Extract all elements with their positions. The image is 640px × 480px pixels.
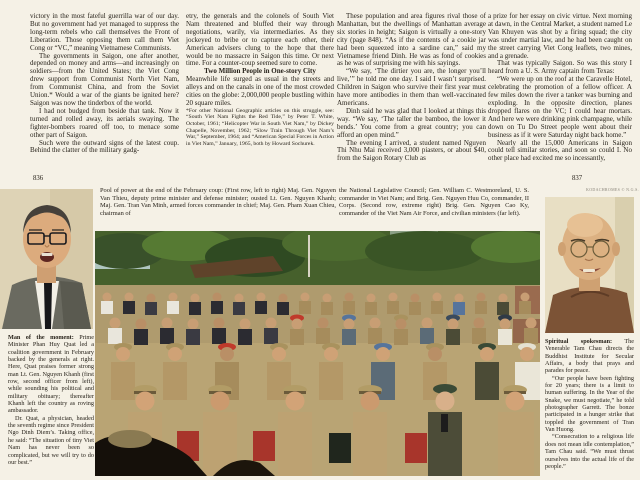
main-photo-generals bbox=[95, 231, 540, 476]
caption-paragraph bbox=[545, 338, 634, 375]
caption-man-of-moment bbox=[8, 334, 94, 466]
page-number-left: 836 bbox=[33, 175, 44, 182]
section-heading: Two Million People in One-story City bbox=[204, 67, 316, 76]
paragraph: The governments in Saigon, one after another, depended on money and arms—and increasingly on soldiers—from the United States; the Viet Cong drew support from Communist North Viet Nam, from Communist China, and from the Soviet Union.* Would a war of the giants be ignited here? Saigon was now the tinderbox of the world. bbox=[30, 51, 179, 107]
text-column-3 bbox=[337, 13, 486, 163]
photo-credit: KODACHROMES © N.G.S. bbox=[586, 187, 639, 192]
caption-paragraph: Dr. Quat, a physician, headed the seventh regime since President Ngo Dinh Diem’s. Taking office, he said: “The situation of tiny Viet Nam has never been so complicated, but we will try to do our best.” bbox=[8, 414, 94, 466]
caption-text: Prime Minister Phan Huy Quat led a coalition government in February backed by the generals at right. Here, Quat praises former strong man Lt. Gen. Nguyen Khanh (first row, second officer from left), while sounding his political and military obituary; thereafter Khanh left the country as roving ambassador. bbox=[8, 334, 94, 415]
portrait-right-illustration bbox=[545, 197, 634, 333]
caption-text: The Venerable Tam Chau directs the Buddhist Institute for Secular Affairs, a body that prays and parades for peace. bbox=[545, 338, 634, 375]
paragraph: Dinh said he was glad that I looked at things this way. “We say, ‘The taller the bamboo, the lower it bends.’ You come from a great country; you can afford an open mind.” bbox=[337, 106, 486, 139]
paragraph: etry, the generals and the colonels of South Viet Nam threatened and bluffed their way through negotiations, warily, via intermediaries. As they jockeyed to bribe or to capture each other, their American advisers clung to the hope that there would be no massacre in Saigon this time. Or next time. For a counter-coup seemed sure to come. bbox=[186, 12, 334, 68]
portrait-left-illustration bbox=[0, 189, 93, 329]
caption-lead: Pool of power bbox=[100, 187, 138, 194]
caption-paragraph bbox=[8, 334, 94, 415]
portrait-tam-chau bbox=[545, 197, 634, 333]
paragraph: a prize for her essay on civic virtue. Next morning at dawn, in the Central Market, a student named Le Van Khuyen was shot by a firing squad; the city was under martial law, and he had been caught on the street carrying Viet Cong leaflets, two mines, and a grenade. bbox=[488, 12, 632, 60]
paragraph: “We say, ‘The dirtier you are, the longer you’ll live,’” he told me one day. I said I wasn’t surprised. Children in Saigon who survive their first year must have more antibodies in them than well-vaccinated Americans. bbox=[337, 67, 486, 107]
paragraph: I had not budged from beside that tank. Now it turned and rolled away, its aerials swaying. The fighter-bombers roared off too, to menace some other part of Saigon. bbox=[30, 106, 179, 139]
paragraph: The evening I arrived, a student named Nguyen Thi Nhu Mai received 3,000 piasters, or about $40, from the Saigon Rotary Club as bbox=[337, 138, 486, 163]
paragraph: “We were up on the roof at the Caravelle Hotel, celebrating the promotion of a fellow officer. A few miles down the river a tanker was burning and exploding. In the opposite direction, planes dropped flares on the VC; I could hear mortars. And here we were drinking pink champagne, while down on Tu Do Street people went about their business as if it were Saturday night back home.” bbox=[488, 75, 632, 139]
main-photo-caption-right bbox=[339, 187, 529, 217]
caption-lead: Spiritual spokesman: bbox=[545, 338, 613, 345]
paragraph: These population and area figures rival those of Manhattan, but the dwellings of Manhattan average six stories in height; Saigon is virtually a one-story city (page 848). “As if the contents of a cookie jar had been squeezed into a sardine can,” said my Vietnamese friend Dinh. He was as fond of cookies as he was of surprising me with his sayings. bbox=[337, 12, 486, 68]
caption-spiritual-spokesman bbox=[545, 338, 634, 470]
text-column-4 bbox=[488, 13, 632, 163]
caption-text: the National Legislative Council; Gen. William C. Westmoreland, U. S. commander in Viet Nam; and Brig. Gen. Nguyen Huu Co, commander, II Corps. (Second row, extreme right) Brig. Gen. Nguyen Cao Ky, commander of the Viet Nam Air Force, and civilian ministers (far left). bbox=[339, 187, 529, 217]
text-column-2 bbox=[186, 13, 334, 147]
paragraph: Nearly all the 15,000 Americans in Saigon could tell similar stories, and soon so could I. No other place had excited me so incessantly, bbox=[488, 138, 632, 163]
footnote: *For other National Geographic articles on this struggle, see: “South Viet Nam Fights the Red Tide,” by Peter T. White, October, 1961; “Helicopter War in South Viet Nam,” by Dickey Chapelle, November, 1962; “Slow Train Through Viet Nam’s War,” September, 1964; and “American Special Forces in Action in Viet Nam,” January, 1965, both by Howard Sochurek. bbox=[186, 107, 334, 147]
caption-text: at the end of the February coup: (First row, left to right) Maj. Gen. Nguyen Van Thieu, deputy prime minister and defense minister; ousted Lt. Gen. Nguyen Khanh; Maj. Gen. Tran Van Minh, armed forces commander in chief; Maj. Gen. Pham Xuan Chieu, chairman of bbox=[100, 187, 336, 217]
page-number-right: 837 bbox=[572, 175, 583, 182]
main-photo-illustration bbox=[95, 231, 540, 476]
main-photo-caption-left bbox=[100, 187, 336, 217]
paragraph: victory in the most fateful guerrilla war of our day. But no government had yet managed to suppress the long-term rebels who call themselves the Front of Liberation. Those opposing them call them Viet Cong or “VC,” meaning Vietnamese Communists. bbox=[30, 12, 179, 52]
portrait-phan-huy-quat bbox=[0, 189, 93, 329]
caption-paragraph: “Consecration to a religious life does not mean idle contemplation,” Tam Chau said. “We must thrust ourselves into the actual life of the people.” bbox=[545, 433, 634, 470]
paragraph: Such were the outward signs of the latest coup. Behind the clatter of the military gadg- bbox=[30, 138, 179, 155]
text-column-1 bbox=[30, 13, 179, 155]
caption-lead: Man of the moment: bbox=[8, 334, 74, 341]
paragraph: Meanwhile life surged as usual in the streets and alleys and on the canals in one of the most crowded cities on the globe: 2,000,000 people bustling within 20 square miles. bbox=[186, 75, 334, 107]
caption-paragraph: “Our people have been fighting for 20 years; there is a limit to human suffering. In the Year of the Snake, we must negotiate,” he told photographer Garrett. The bonze participated in a hunger strike that toppled the government of Tran Van Huong. bbox=[545, 374, 634, 434]
paragraph: That was typically Saigon. So was this story I heard from a U. S. Army captain from Texas: bbox=[488, 59, 632, 76]
